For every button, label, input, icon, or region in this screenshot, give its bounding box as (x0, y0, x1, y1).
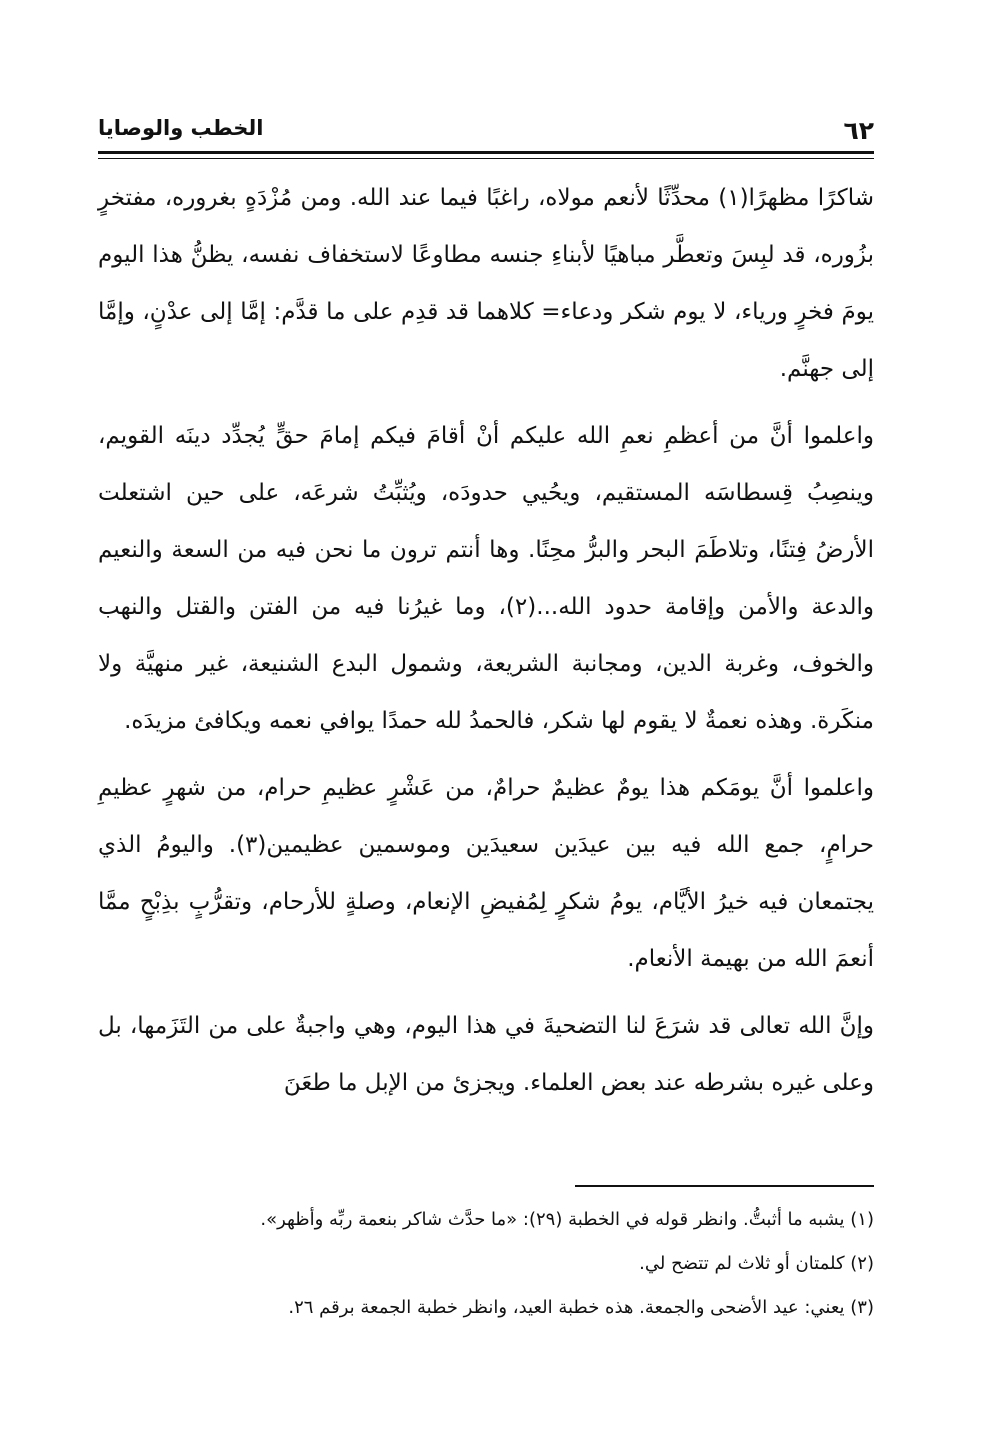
body-text (98, 170, 874, 1112)
footnotes (98, 1198, 874, 1330)
paragraph: واعلموا أنَّ يومَكم هذا يومٌ عظيمٌ حرامٌ، من عَشْرٍ عظيمِ حرام، من شهرٍ عظيمِ حرامٍ، جمع الله فيه بين عيدَين سعيدَين وموسمين عظيمين(٣). واليومُ الذي يجتمعان فيه خيرُ الأيَّام، يومُ شكرٍ لِمُفيضِ الإنعام، وصلةٍ للأرحام، وتقرُّبٍ بذِبْحٍ ممَّا أنعمَ الله من بهيمة الأنعام. (98, 775, 874, 972)
footnote: (١) يشبه ما أثبتُّ. وانظر قوله في الخطبة (٢٩): «ما حدَّث شاكر بنعمة ربِّه وأظهر». (260, 1209, 874, 1230)
running-header (98, 112, 874, 150)
footnote-separator (575, 1185, 874, 1187)
footnote: (٣) يعني: عيد الأضحى والجمعة. هذه خطبة العيد، وانظر خطبة الجمعة برقم ٢٦. (288, 1297, 874, 1318)
paragraph: واعلموا أنَّ من أعظمِ نعمِ الله عليكم أنْ أقامَ فيكم إمامَ حقٍّ يُجدِّد دينَه القويم، وينصِبُ قِسطاسَه المستقيم، ويحُيي حدودَه، ويُثبِّتُ شرعَه، على حين اشتعلت الأرضُ فِتنًا، وتلاطَمَ البحر والبرُّ محِنًا. وها أنتم ترون ما نحن فيه من السعة والنعيم والدعة والأمن وإقامة حدود الله...(٢)، وما غيرُنا فيه من الفتن والقتل والنهب والخوف، وغربة الدين، ومجانبة الشريعة، وشمول البدع الشنيعة، غير منهيَّة ولا منكَرة. وهذه نعمةٌ لا يقوم لها شكر، فالحمدُ لله حمدًا يوافي نعمه ويكافئ مزيدَه. (98, 423, 874, 734)
paragraph: شاكرًا مظهرًا(١) محدِّثًا لأنعم مولاه، راغبًا فيما عند الله. ومن مُزْدَهٍ بغروره، مفتخرٍ بزُوره، قد لبِسَ وتعطَّر مباهيًا لأبناءِ جنسه مطاوعًا لاستخفاف نفسه، يظنُّ هذا اليوم يومَ فخرٍ ورياء، لا يوم شكر ودعاء= كلاهما قد قدِم على ما قدَّم: إمَّا إلى عدْنٍ، وإمَّا إلى جهنَّم. (98, 185, 875, 382)
header-rule-secondary (98, 158, 874, 159)
running-title: الخطب والوصايا (98, 116, 264, 140)
header-rule (98, 151, 874, 154)
paragraph: وإنَّ الله تعالى قد شرَعَ لنا التضحيةَ في هذا اليوم، وهي واجبةٌ على من التَزَمها، بل وعلى غيره بشرطه عند بعض العلماء. ويجزئ من الإبل ما طعَنَ (98, 1013, 874, 1096)
footnote: (٢) كلمتان أو ثلاث لم تتضح لي. (639, 1253, 874, 1274)
page-number: ٦٢ (843, 116, 874, 145)
